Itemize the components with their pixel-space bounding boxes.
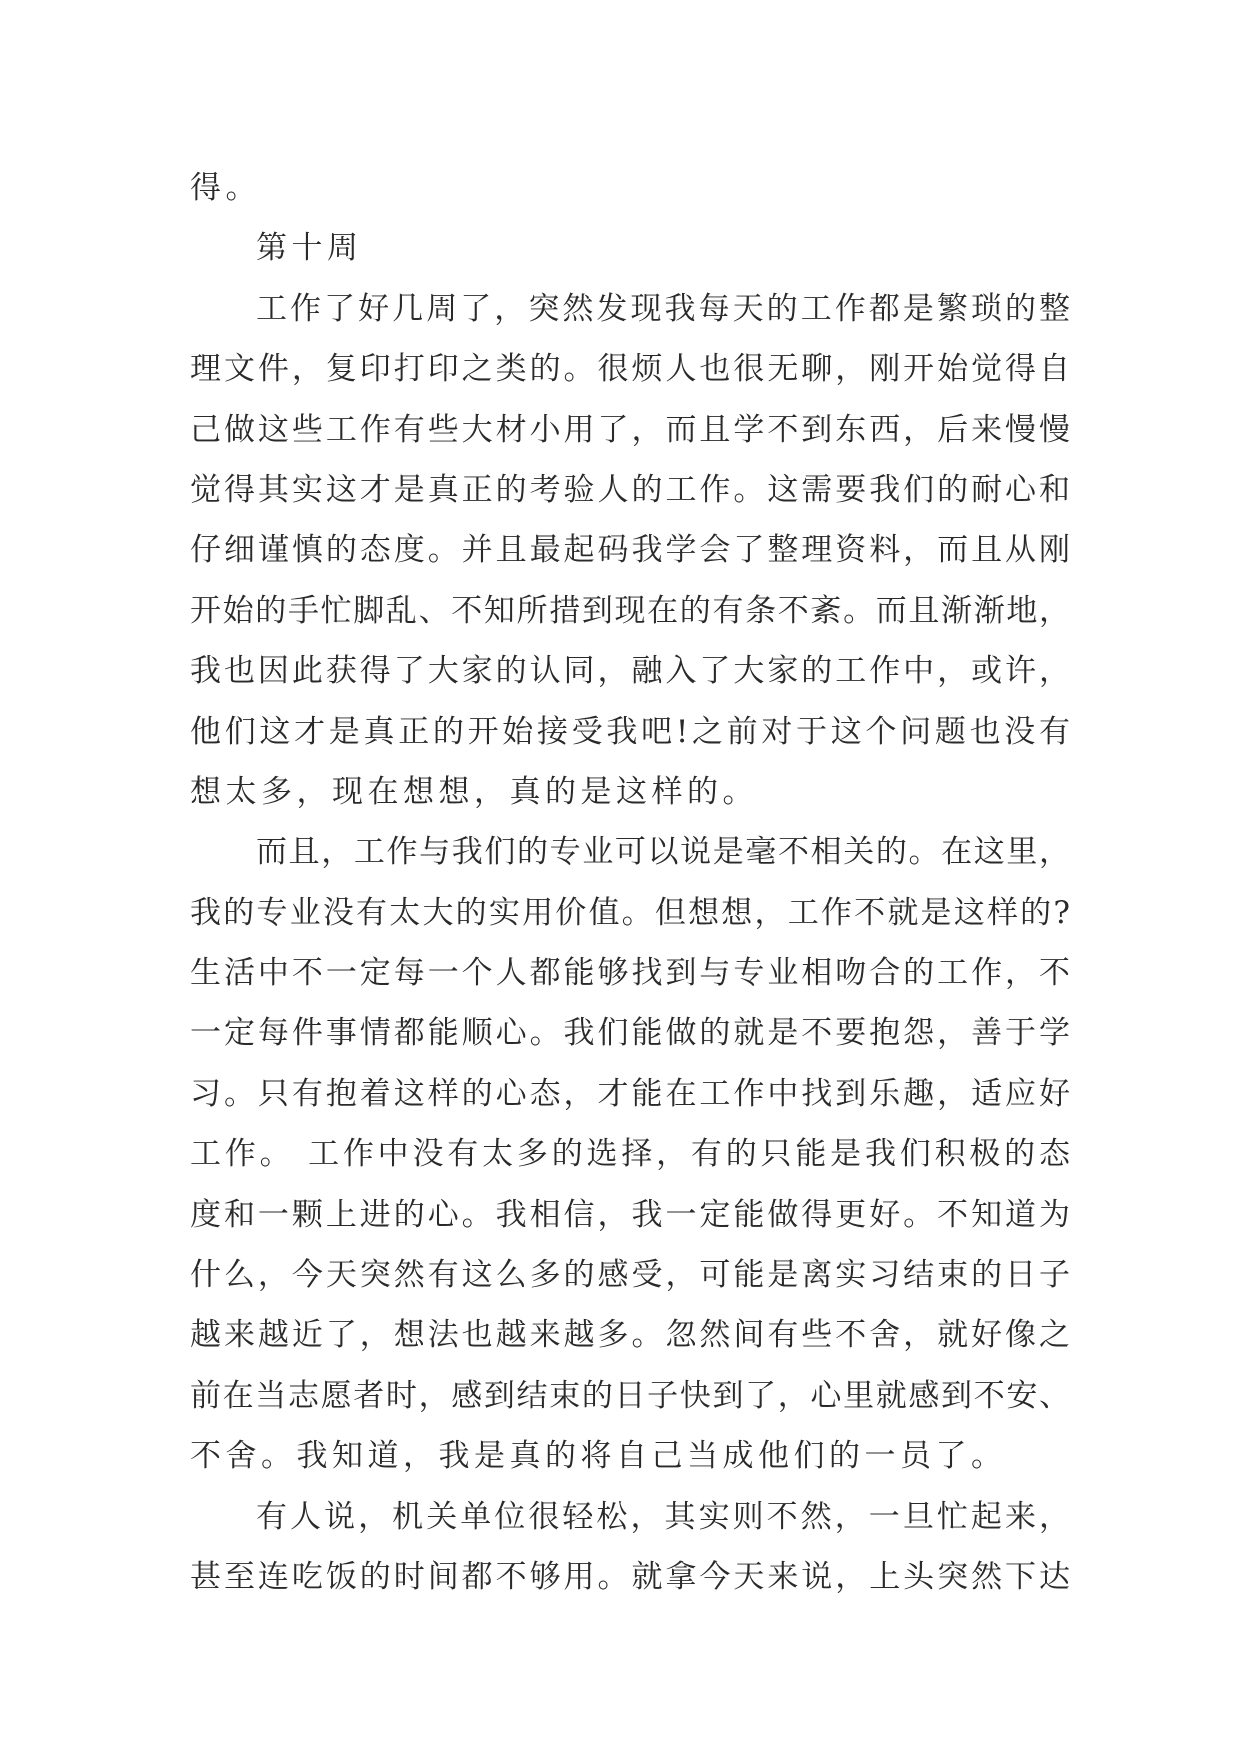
text-line: 己做这些工作有些大材小用了，而且学不到东西，后来慢慢 (190, 411, 1070, 448)
text-line: 他们这才是真正的开始接受我吧!之前对于这个问题也没有 (190, 713, 1070, 750)
text-line: 仔细谨慎的态度。并且最起码我学会了整理资料，而且从刚 (190, 532, 1070, 569)
text-line: 觉得其实这才是真正的考验人的工作。这需要我们的耐心和 (190, 471, 1070, 508)
text-line: 什么，今天突然有这么多的感受，可能是离实习结束的日子 (190, 1257, 1070, 1294)
text-line: 工作。 工作中没有太多的选择，有的只能是我们积极的态 (190, 1136, 1070, 1173)
text-line: 不舍。我知道，我是真的将自己当成他们的一员了。 (190, 1438, 1007, 1475)
text-line: 理文件，复印打印之类的。很烦人也很无聊，刚开始觉得自 (190, 351, 1070, 388)
text-line: 得。 (190, 170, 261, 206)
text-line: 越来越近了，想法也越来越多。忽然间有些不舍，就好像之 (190, 1317, 1070, 1354)
text-line: 有人说，机关单位很轻松，其实则不然，一旦忙起来， (256, 1498, 1070, 1535)
text-line: 一定每件事情都能顺心。我们能做的就是不要抱怨，善于学 (190, 1015, 1070, 1052)
text-line: 我也因此获得了大家的认同，融入了大家的工作中，或许， (190, 653, 1070, 690)
text-line: 我的专业没有太大的实用价值。但想想，工作不就是这样的? (190, 894, 1070, 931)
text-line: 开始的手忙脚乱、不知所措到现在的有条不紊。而且渐渐地， (190, 592, 1070, 629)
text-line: 而且，工作与我们的专业可以说是毫不相关的。在这里， (256, 834, 1070, 871)
text-line: 前在当志愿者时，感到结束的日子快到了，心里就感到不安、 (190, 1377, 1070, 1414)
text-line: 第十周 (256, 230, 363, 267)
text-line: 甚至连吃饭的时间都不够用。就拿今天来说，上头突然下达 (190, 1558, 1070, 1595)
text-line: 想太多，现在想想，真的是这样的。 (190, 773, 758, 810)
text-line: 生活中不一定每一个人都能够找到与专业相吻合的工作，不 (190, 955, 1070, 992)
text-line: 度和一颗上进的心。我相信，我一定能做得更好。不知道为 (190, 1196, 1070, 1233)
text-line: 工作了好几周了，突然发现我每天的工作都是繁琐的整 (256, 290, 1070, 327)
body-text (190, 158, 1070, 1607)
text-line: 习。只有抱着这样的心态，才能在工作中找到乐趣，适应好 (190, 1075, 1070, 1112)
